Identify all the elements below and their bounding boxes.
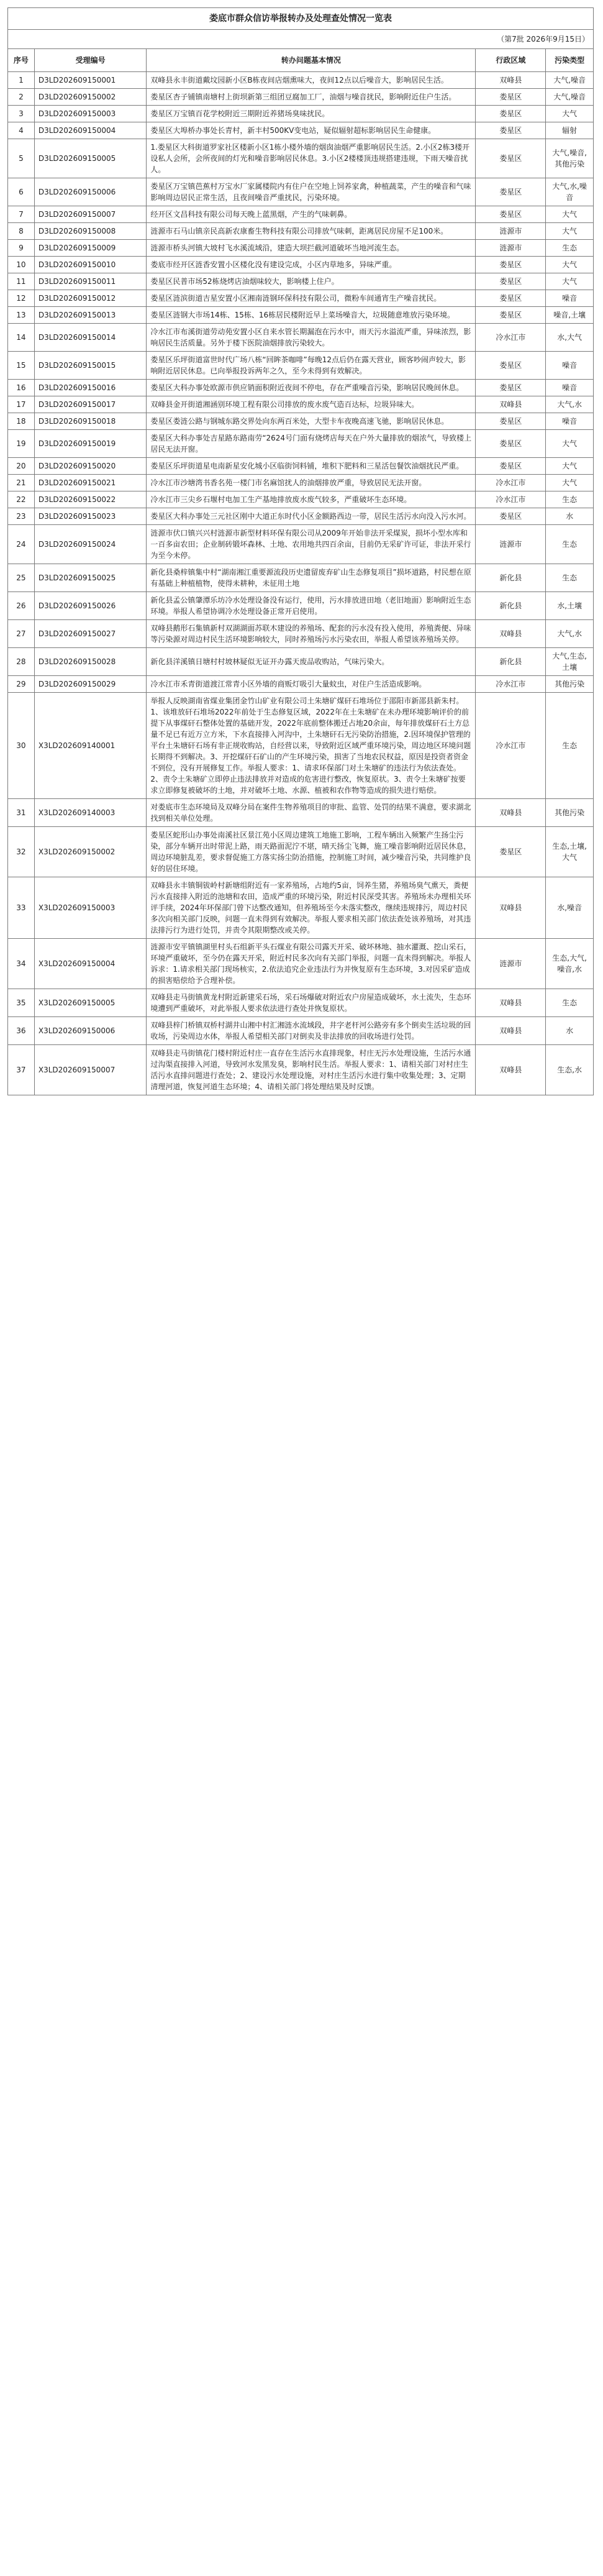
row-number: 5	[8, 139, 35, 178]
row-number: 25	[8, 564, 35, 592]
row-pollution-type: 水	[546, 1017, 594, 1045]
row-id: X3LD202609150005	[34, 989, 146, 1017]
table-row	[8, 290, 594, 307]
row-number: 12	[8, 290, 35, 307]
row-pollution-type: 大气,噪音,其他污染	[546, 139, 594, 178]
row-description: 娄星区大科办事处欧源市供应销面积附近夜间不停电，存在严重噪音污染，影响居民晚间休息。	[147, 380, 476, 396]
row-pollution-type: 水,噪音	[546, 877, 594, 939]
row-number: 4	[8, 122, 35, 139]
row-pollution-type: 生态,土壤,大气	[546, 827, 594, 877]
row-number: 30	[8, 693, 35, 799]
table-row	[8, 989, 594, 1017]
table-row	[8, 648, 594, 676]
row-region: 娄星区	[476, 178, 546, 206]
row-number: 10	[8, 257, 35, 273]
row-number: 16	[8, 380, 35, 396]
row-id: D3LD202609150004	[34, 122, 146, 139]
row-id: D3LD202609150009	[34, 240, 146, 257]
row-description: 娄星区娄涟公路与钢城东路交界处向东两百米处，大型卡车夜晚高速飞驰，影响居民休息。	[147, 413, 476, 430]
row-id: D3LD202609150010	[34, 257, 146, 273]
row-number: 33	[8, 877, 35, 939]
row-id: D3LD202609150008	[34, 223, 146, 240]
row-description: 涟源市桥头河镇大坡村飞水溪流域沿，建造大坝拦截河道破坏当地河流生态。	[147, 240, 476, 257]
row-pollution-type: 大气,噪音	[546, 72, 594, 89]
table-row	[8, 877, 594, 939]
row-pollution-type: 噪音	[546, 413, 594, 430]
row-pollution-type: 噪音	[546, 380, 594, 396]
table-row	[8, 525, 594, 564]
row-region: 娄星区	[476, 257, 546, 273]
row-region: 冷水江市	[476, 693, 546, 799]
row-number: 1	[8, 72, 35, 89]
row-number: 23	[8, 508, 35, 525]
row-id: D3LD202609150028	[34, 648, 146, 676]
row-pollution-type: 生态	[546, 693, 594, 799]
batch-date: （第7批 2026年9月15日）	[8, 30, 594, 49]
row-pollution-type: 大气,水,噪音	[546, 178, 594, 206]
row-description: 对娄底市生态环境局及双峰分局在案件生物养殖项目的审批、监管、处罚的结果不满意，要求湖北找到相关单位处理。	[147, 799, 476, 827]
table-row	[8, 89, 594, 106]
row-region: 双峰县	[476, 72, 546, 89]
row-region: 娄星区	[476, 122, 546, 139]
row-pollution-type: 生态,大气,噪音,水	[546, 939, 594, 989]
row-pollution-type: 大气	[546, 257, 594, 273]
row-id: D3LD202609150024	[34, 525, 146, 564]
table-row	[8, 676, 594, 693]
table-title: 娄底市群众信访举报转办及处理查处情况一览表	[8, 8, 594, 30]
row-description: 新化县桑梓镇集中村“湖南湘江重要源流段历史遗留废弃矿山生态修复项目”损坏道路，村民想在原有基础上种植植物，使得未耕种，未征用土地	[147, 564, 476, 592]
table-row	[8, 206, 594, 223]
row-id: D3LD202609150016	[34, 380, 146, 396]
row-region: 涟源市	[476, 939, 546, 989]
row-id: D3LD202609150021	[34, 475, 146, 491]
row-region: 娄星区	[476, 273, 546, 290]
row-description: 娄星区杏子铺镇南塘村上街坝新第三组团豆腐加工厂，油烟与噪音扰民，影响附近住户生活。	[147, 89, 476, 106]
row-description: 娄星区乐坪街道富世时代广场八栋“回眸茶咖啡”每晚12点后仍在露天营业，顾客吵闹声较大，影响附近居民休息。已向举报投诉两年之久，至今未得到有效解决。	[147, 352, 476, 380]
row-description: 娄星区涟钢大市场14栋、15栋、16栋居民楼附近早上菜场噪音大，垃圾随意堆放污染环境。	[147, 307, 476, 324]
header-id: 受理编号	[34, 49, 146, 72]
header-no: 序号	[8, 49, 35, 72]
table-row	[8, 827, 594, 877]
row-id: D3LD202609150014	[34, 324, 146, 352]
row-number: 8	[8, 223, 35, 240]
row-number: 28	[8, 648, 35, 676]
table-row	[8, 72, 594, 89]
row-pollution-type: 水,土壤	[546, 592, 594, 620]
row-region: 双峰县	[476, 1017, 546, 1045]
table-row	[8, 396, 594, 413]
row-region: 冷水江市	[476, 324, 546, 352]
table-row	[8, 352, 594, 380]
row-region: 双峰县	[476, 877, 546, 939]
row-description: 新化县洋溪镇日塘村村坡林疑似无证开办露天废品收购站，气味污染大。	[147, 648, 476, 676]
row-id: D3LD202609150017	[34, 396, 146, 413]
row-number: 2	[8, 89, 35, 106]
row-id: D3LD202609150001	[34, 72, 146, 89]
table-row	[8, 458, 594, 475]
row-id: X3LD202609150007	[34, 1045, 146, 1095]
row-pollution-type: 大气	[546, 475, 594, 491]
row-id: X3LD202609150006	[34, 1017, 146, 1045]
table-row	[8, 240, 594, 257]
table-row	[8, 508, 594, 525]
row-number: 35	[8, 989, 35, 1017]
table-row	[8, 491, 594, 508]
row-region: 双峰县	[476, 620, 546, 648]
table-row	[8, 122, 594, 139]
row-pollution-type: 其他污染	[546, 799, 594, 827]
row-region: 涟源市	[476, 525, 546, 564]
row-region: 双峰县	[476, 1045, 546, 1095]
row-number: 15	[8, 352, 35, 380]
row-number: 31	[8, 799, 35, 827]
row-id: D3LD202609150019	[34, 430, 146, 458]
row-description: 娄星区民普市场52栋烧烤店油烟味较大，影响楼上住户。	[147, 273, 476, 290]
row-pollution-type: 生态	[546, 564, 594, 592]
row-description: 双峰县走马街镇花门楼村附近村庄一直存在生活污水直排现象，村庄无污水处理设施，生活污水通过沟渠直接排入河道，导致河水发黑发臭，影响村民生活。举报人要求：1、请相关部门对村庄生活污水直排问题进行查处；2、建设污水处理设施，对村庄生活污水进行集中收集处理；3、定期清理河道，恢复河道生态环境；4、请相关部门将处理结果及时反馈。	[147, 1045, 476, 1095]
row-pollution-type: 大气,生态,土壤	[546, 648, 594, 676]
row-id: D3LD202609150020	[34, 458, 146, 475]
row-region: 娄星区	[476, 430, 546, 458]
row-id: D3LD202609150012	[34, 290, 146, 307]
row-id: D3LD202609150023	[34, 508, 146, 525]
table-row	[8, 324, 594, 352]
table-row	[8, 413, 594, 430]
row-number: 27	[8, 620, 35, 648]
row-id: D3LD202609150002	[34, 89, 146, 106]
row-id: D3LD202609150003	[34, 106, 146, 122]
row-pollution-type: 大气,水	[546, 396, 594, 413]
row-description: 双峰县鹅形石集镇新村双湖湖面苏联木建设的养殖场、配套的污水没有投入使用，养殖粪便、异味等污染源对周边村民生活环境影响较大，同时养殖场污水污染农田，举报人希望该养殖场关停。	[147, 620, 476, 648]
row-pollution-type: 大气	[546, 206, 594, 223]
row-description: 冷水江市布溪街道劳动苑安置小区自来水管长期漏泡在污水中，雨天污水溢流严重，异味浓烈，影响居民生活质量。另外于楼下医院油烟排放污染较大。	[147, 324, 476, 352]
row-region: 冷水江市	[476, 475, 546, 491]
row-number: 11	[8, 273, 35, 290]
row-number: 3	[8, 106, 35, 122]
row-id: D3LD202609150018	[34, 413, 146, 430]
row-description: 娄底市经开区涟香安置小区楼化没有建设完成，小区内草地多，异味严重。	[147, 257, 476, 273]
header-type: 污染类型	[546, 49, 594, 72]
row-region: 娄星区	[476, 827, 546, 877]
row-id: D3LD202609150022	[34, 491, 146, 508]
row-id: D3LD202609150015	[34, 352, 146, 380]
row-id: D3LD202609150005	[34, 139, 146, 178]
row-description: 冷水江市三尖乡石堰村电加工生产基地排放废水废气较多，严重破坏生态环境。	[147, 491, 476, 508]
row-pollution-type: 大气,噪音	[546, 89, 594, 106]
row-description: 涟源市伏口镇兴兴村涟源市新型材料环保有限公司从2009年开始非法开采煤炭，损坏小型水库和一百多亩农田；企业制砖锻坏森林、土地、农用地共四百余亩，目前仍无采矿许可证，非法开采行为至今未停。	[147, 525, 476, 564]
row-id: X3LD202609150003	[34, 877, 146, 939]
row-region: 娄星区	[476, 106, 546, 122]
row-id: D3LD202609150029	[34, 676, 146, 693]
header-desc: 转办问题基本情况	[147, 49, 476, 72]
row-description: 娄星区大科办事处吉星路东路南劳“2624号门面有烧烤店每天在户外大量排放的烟浓气，导致楼上居民无法开窗。	[147, 430, 476, 458]
row-id: D3LD202609150026	[34, 592, 146, 620]
row-pollution-type: 水	[546, 508, 594, 525]
row-description: 冷水江市禾青街道渡江常青小区外墙的商贩灯吸引大量蚊虫，对住户生活造成影响。	[147, 676, 476, 693]
row-number: 6	[8, 178, 35, 206]
table-row	[8, 380, 594, 396]
row-id: D3LD202609150011	[34, 273, 146, 290]
row-id: D3LD202609150027	[34, 620, 146, 648]
table-row	[8, 273, 594, 290]
row-pollution-type: 大气	[546, 430, 594, 458]
row-description: 娄星区乐坪街道星电南新星安化城小区临街饲料铺，堆积下肥料和三星活包餐饮油烟扰民严重。	[147, 458, 476, 475]
header-region: 行政区域	[476, 49, 546, 72]
row-region: 娄星区	[476, 413, 546, 430]
row-description: 双峰县金开街道湘涵别环境工程有限公司排放的废水废气造百达标，垃圾异味大。	[147, 396, 476, 413]
row-number: 21	[8, 475, 35, 491]
row-number: 18	[8, 413, 35, 430]
row-number: 9	[8, 240, 35, 257]
row-number: 7	[8, 206, 35, 223]
row-description: 冷水江市沙塘湾书香名苑一楼门市名麻馆扰人的油烟排放严重，导致居民无法开窗。	[147, 475, 476, 491]
row-number: 14	[8, 324, 35, 352]
row-description: 娄星区万宝镇芭蕉村万宝水厂家属楼院内有住户在空地上饲养家禽，种植蔬菜，产生的噪音和气味影响周边居民正常生活，且夜间噪音严重扰民，污染环境。	[147, 178, 476, 206]
table-row	[8, 223, 594, 240]
row-region: 娄星区	[476, 458, 546, 475]
header-row	[8, 49, 594, 72]
row-id: D3LD202609150013	[34, 307, 146, 324]
row-region: 娄星区	[476, 206, 546, 223]
table-row	[8, 564, 594, 592]
row-description: 双峰县梓门桥镇双桥村湖井山湘中村汇湘涟水流域段，井字老杆河公路旁有多个倒卖生活垃圾的回收场，污染周边水体，举报人希望相关部门对倒卖及非法排放的回收场进行处罚。	[147, 1017, 476, 1045]
table-row	[8, 1017, 594, 1045]
row-pollution-type: 噪音	[546, 352, 594, 380]
table-row	[8, 257, 594, 273]
row-number: 22	[8, 491, 35, 508]
row-pollution-type: 大气,水	[546, 620, 594, 648]
row-id: X3LD202609150004	[34, 939, 146, 989]
row-id: X3LD202609140003	[34, 799, 146, 827]
row-region: 新化县	[476, 564, 546, 592]
row-description: 娄星区大埠桥办事处长青村，新丰村500KV变电站，疑似辐射超标影响居民生命健康。	[147, 122, 476, 139]
row-description: 涟源市石马山镇亲民高新农康畜生物科技有限公司排放气味刺，距离居民房屋不足100米。	[147, 223, 476, 240]
document-sheet	[7, 7, 594, 1095]
row-description: 经开区文昌科技有限公司每天晚上蓝黑烟，产生的气味刺鼻。	[147, 206, 476, 223]
row-number: 17	[8, 396, 35, 413]
row-region: 新化县	[476, 648, 546, 676]
row-pollution-type: 水,大气	[546, 324, 594, 352]
row-id: D3LD202609150025	[34, 564, 146, 592]
row-description: 娄星区蛇形山办事处南溪社区景江苑小区周边建筑工地施工影响，工程车辆出入频繁产生扬尘污染，部分车辆开出时带泥上路，雨天路面泥泞不堪，晴天扬尘飞舞，施工噪音影响附近居民休息，周边环境脏乱差，要求督促施工方落实扬尘防治措施，控制施工时间，减少噪音污染，共同维护良好的居住环境。	[147, 827, 476, 877]
row-number: 24	[8, 525, 35, 564]
table-row	[8, 139, 594, 178]
row-pollution-type: 噪音,土壤	[546, 307, 594, 324]
table-row	[8, 475, 594, 491]
row-region: 娄星区	[476, 139, 546, 178]
row-number: 19	[8, 430, 35, 458]
row-pollution-type: 生态	[546, 240, 594, 257]
row-region: 涟源市	[476, 240, 546, 257]
row-number: 29	[8, 676, 35, 693]
row-number: 37	[8, 1045, 35, 1095]
row-description: 举报人反映湖南省煤业集团金竹山矿业有限公司土朱塘矿煤矸石堆场位于邵阳市新邵县新朱村。1、该堆放矸石堆场2022年前处于生态修复区域，2022年在土朱塘矿在未办理环境影响评价的前提下从事煤矸石整体处置的基础开发，2022年底前整体搬迁占地20余亩，每年排放煤矸石土方总量不足已有近万立方米，下水直接排入河沟中，土朱塘矸石无污染防治措施，2.因环境保护管理的平台土朱塘矸石场有非正规收购站，自经营以来，导致附近区域严重环境污染，周边地区环境问题长期得不到解决。3、开挖煤矸石矿山的产生环境污染，损害了当地农民权益，原因是投资者资金不到位，没有开展修复工作。举报人要求：1、请求环保部门对土朱塘矿的违法行为依法查处。2、责令土朱塘矿立即停止违法排放并对造成的危害进行整改，恢复原状。3、责令土朱塘矿按要求立即修复被破坏的土地，并对破坏土地、水源、植被和农作物等造成的损失进行赔偿。	[147, 693, 476, 799]
row-description: 娄星区万宝镇百花学校附近三期附近养猪场臭味扰民。	[147, 106, 476, 122]
complaint-table	[7, 7, 594, 1095]
table-row	[8, 939, 594, 989]
row-number: 13	[8, 307, 35, 324]
row-region: 娄星区	[476, 508, 546, 525]
row-region: 双峰县	[476, 989, 546, 1017]
row-region: 娄星区	[476, 352, 546, 380]
row-id: X3LD202609150002	[34, 827, 146, 877]
row-region: 涟源市	[476, 223, 546, 240]
row-pollution-type: 大气	[546, 273, 594, 290]
row-region: 冷水江市	[476, 491, 546, 508]
row-pollution-type: 生态	[546, 525, 594, 564]
table-row	[8, 592, 594, 620]
table-row	[8, 693, 594, 799]
row-region: 娄星区	[476, 307, 546, 324]
row-pollution-type: 大气	[546, 458, 594, 475]
row-number: 20	[8, 458, 35, 475]
table-row	[8, 178, 594, 206]
row-pollution-type: 噪音	[546, 290, 594, 307]
row-description: 娄星区大科办事处三元社区刚中大道正东时代小区金额路西边一带，居民生活污水向没入污水河。	[147, 508, 476, 525]
row-number: 32	[8, 827, 35, 877]
row-region: 双峰县	[476, 799, 546, 827]
row-region: 新化县	[476, 592, 546, 620]
table-row	[8, 106, 594, 122]
row-pollution-type: 大气	[546, 223, 594, 240]
row-region: 娄星区	[476, 89, 546, 106]
row-description: 新化县孟公镇肇潭乐坊冷水处理设备没有运行，使用，污水排放进田地（老旧地面）影响附近生态环境。举报人希望协调冷水处理设备正常开启使用。	[147, 592, 476, 620]
row-pollution-type: 其他污染	[546, 676, 594, 693]
row-region: 双峰县	[476, 396, 546, 413]
row-number: 26	[8, 592, 35, 620]
row-description: 娄星区涟滨街道吉星安置小区湘南涟钢环保科技有限公司，微粉车间通宵生产噪音扰民。	[147, 290, 476, 307]
table-row	[8, 307, 594, 324]
row-description: 双峰县走马街镇黄龙村附近新建采石场，采石场爆破对附近农户房屋造成破坏，水土流失，生态环境遭到严重破坏，对此举报人要求依法进行查处并恢复原状。	[147, 989, 476, 1017]
row-description: 双峰县永丰镇铜钹岭村新塘组附近有一家养殖场，占地约5亩，饲养生猪，养殖场臭气熏天，粪便污水直接排入附近的池塘和农田，造成严重的环境污染，附近村民深受其害。养殖场未办理相关环评手续，2024年环保部门曾下达整改通知，但养殖场至今未落实整改，继续违规排污，周边村民多次向相关部门反映，问题一直未得到有效解决。举报人要求相关部门依法查处该养殖场，对其违法排污行为进行处罚，并责令其限期整改或关停。	[147, 877, 476, 939]
row-description: 涟源市安平镇镇湖里村头石组新平头石煤业有限公司露天开采、破坏林地、抽水灌溉、挖山采石，环境严重破坏，至今仍在露天开采，附近村民多次向有关部门举报，问题一直未得到解决。举报人诉求：1.请求相关部门现场核实，2.依法追究企业违法行为并恢复原有生态环境，3.对因采矿造成的损害赔偿给予合理补偿。	[147, 939, 476, 989]
row-description: 双峰县永丰街道戴坟园新小区B栋夜间店烟熏味大，夜间12点以后噪音大，影响居民生活。	[147, 72, 476, 89]
row-region: 娄星区	[476, 290, 546, 307]
row-pollution-type: 生态	[546, 491, 594, 508]
row-id: D3LD202609150007	[34, 206, 146, 223]
table-row	[8, 620, 594, 648]
row-number: 34	[8, 939, 35, 989]
row-number: 36	[8, 1017, 35, 1045]
table-row	[8, 430, 594, 458]
row-region: 冷水江市	[476, 676, 546, 693]
row-region: 娄星区	[476, 380, 546, 396]
row-pollution-type: 生态	[546, 989, 594, 1017]
row-id: X3LD202609140001	[34, 693, 146, 799]
table-row	[8, 799, 594, 827]
row-description: 1.娄星区大科街道罗家社区楼新小区1栋小楼外墙的烟囱油烟严重影响居民生活。2.小区2栋3楼开设私人会所，会所夜间的灯光和噪音影响居民休息。3.小区2楼楼顶违规搭建违规，下雨天噪音扰人。	[147, 139, 476, 178]
table-row	[8, 1045, 594, 1095]
row-id: D3LD202609150006	[34, 178, 146, 206]
row-pollution-type: 生态,水	[546, 1045, 594, 1095]
row-pollution-type: 辐射	[546, 122, 594, 139]
row-pollution-type: 大气	[546, 106, 594, 122]
